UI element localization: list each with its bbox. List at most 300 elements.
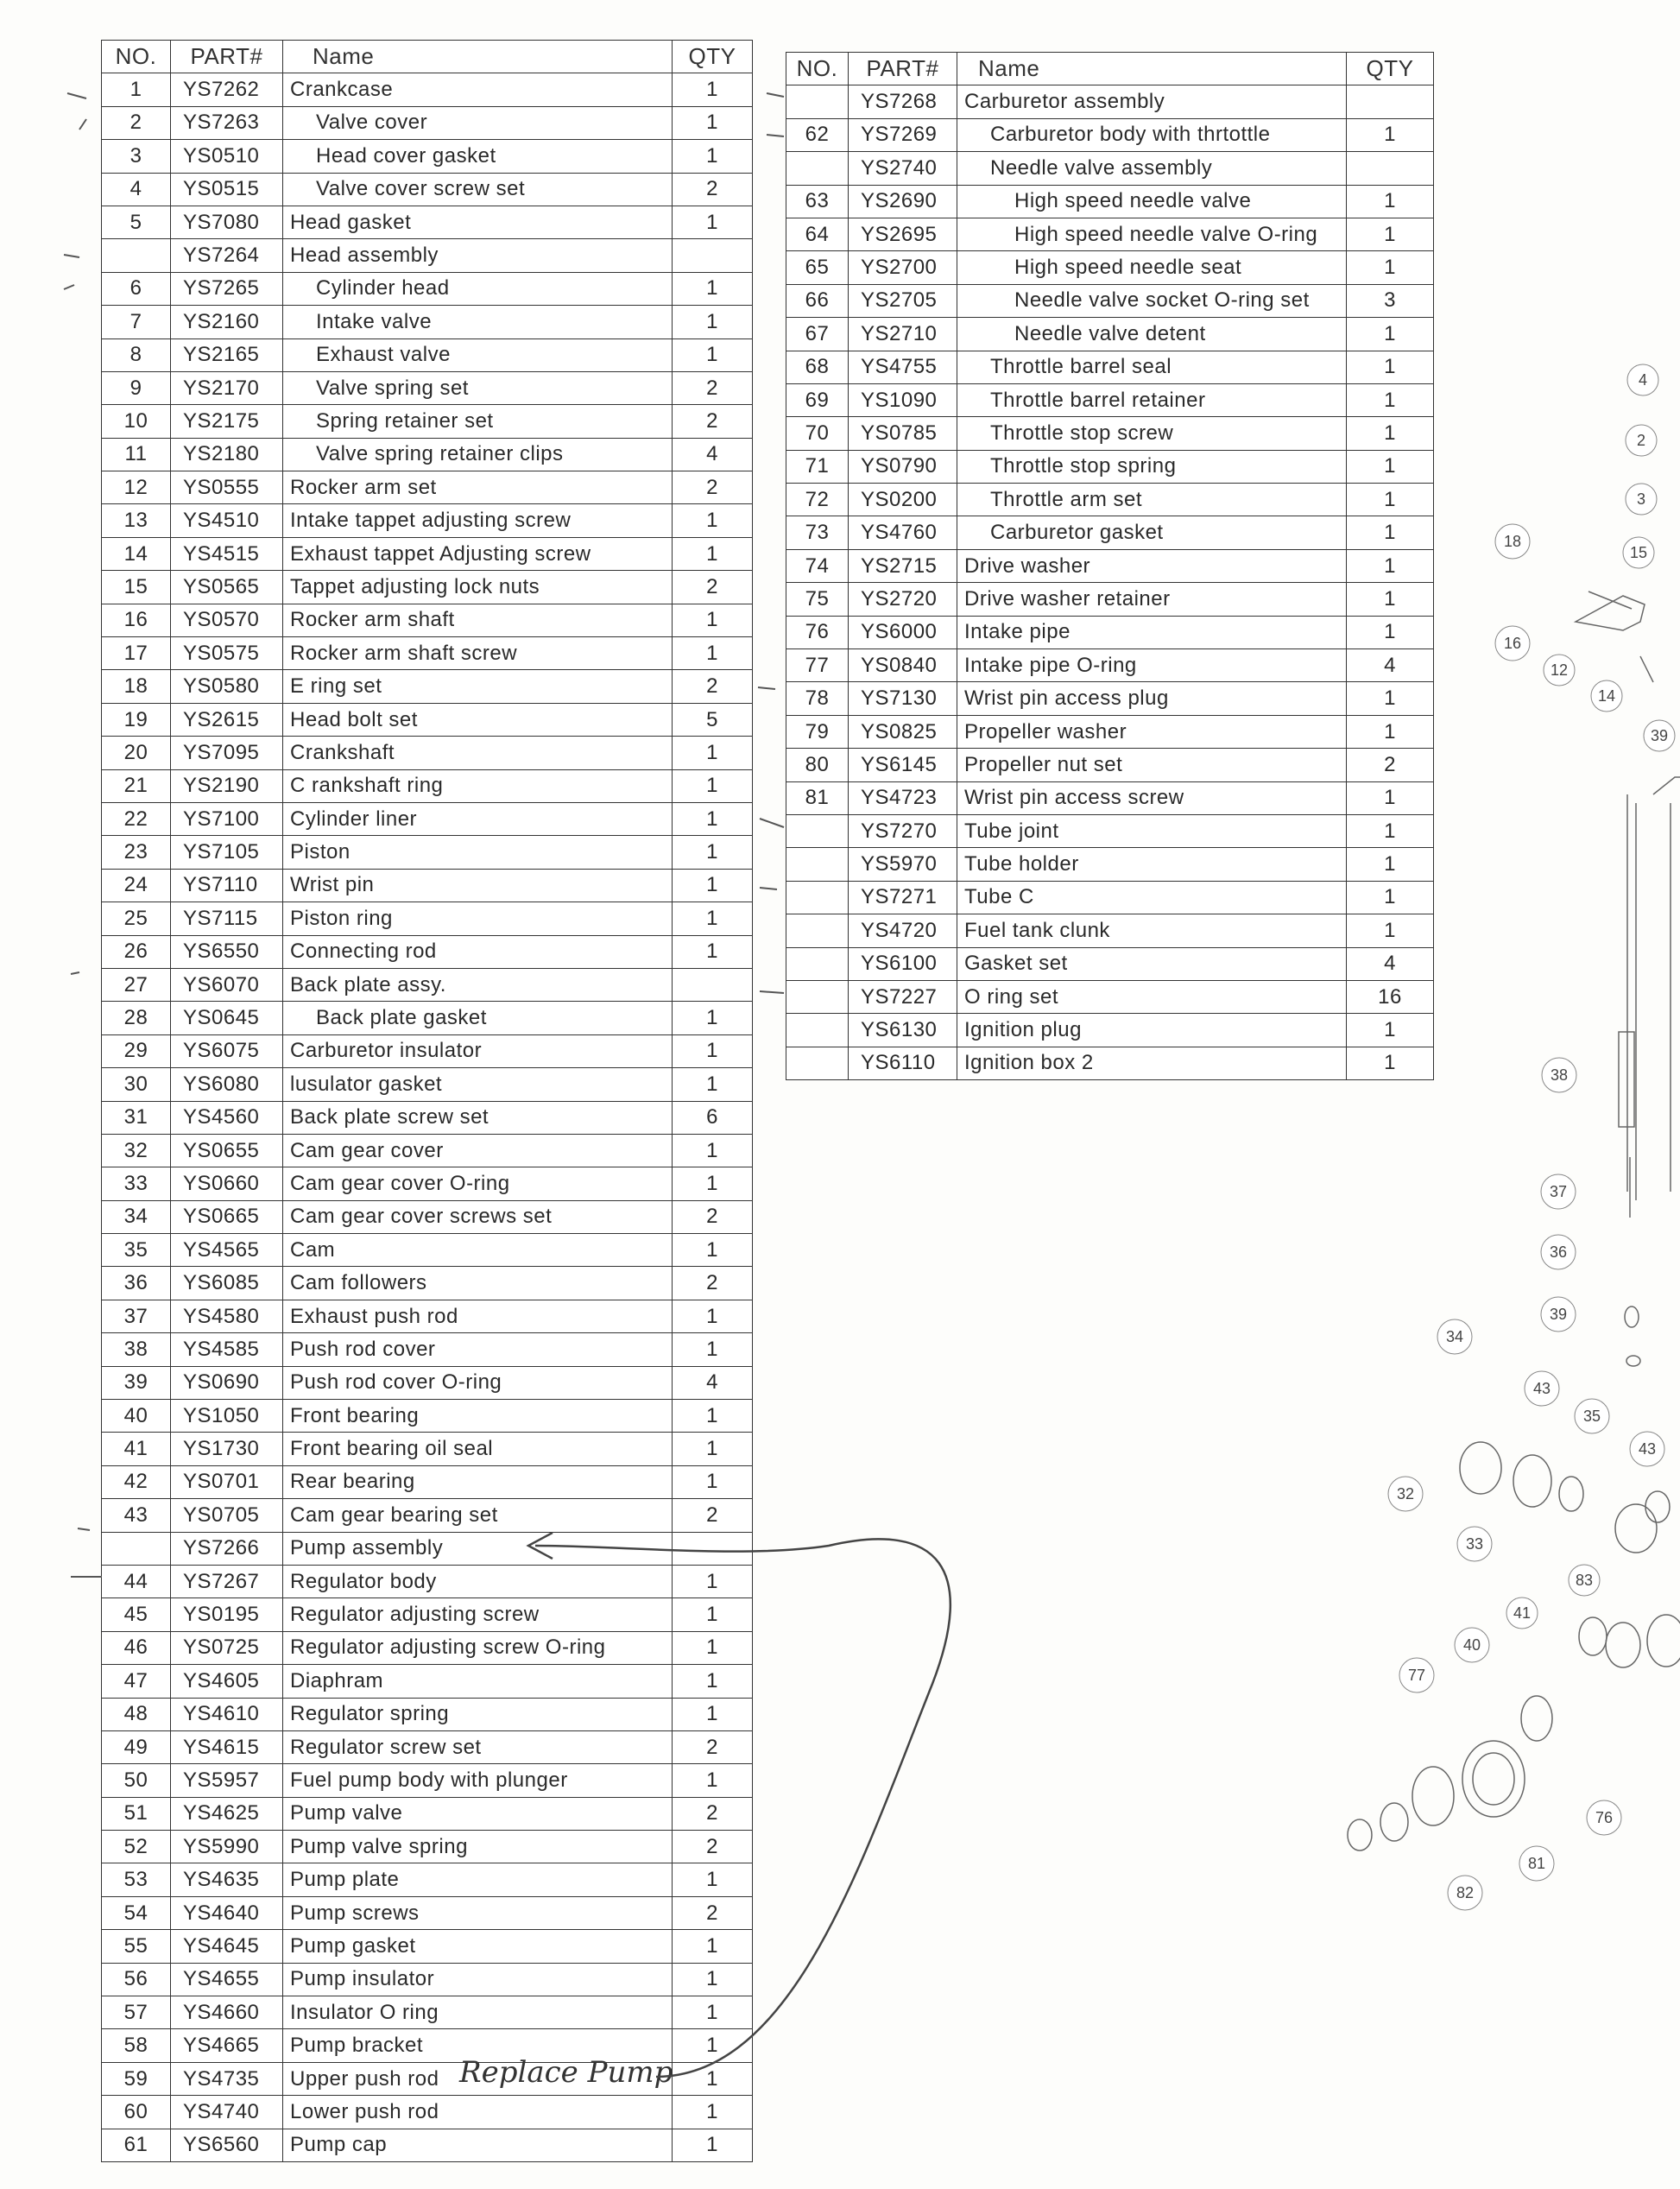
cell-part: YS7265 xyxy=(171,272,283,305)
cell-part: YS0725 xyxy=(171,1631,283,1664)
cell-qty: 1 xyxy=(673,1565,753,1597)
cell-no: 59 xyxy=(102,2062,171,2095)
cell-qty: 1 xyxy=(673,769,753,802)
cell-qty: 2 xyxy=(673,1267,753,1300)
cell-qty: 1 xyxy=(1347,351,1434,383)
cell-no: 13 xyxy=(102,504,171,537)
cell-qty: 1 xyxy=(673,306,753,338)
handwritten-note: Replace Pump xyxy=(459,2055,673,2090)
cell-no: 48 xyxy=(102,1698,171,1730)
cell-name: Valve spring retainer clips xyxy=(283,438,673,471)
cell-part: YS6070 xyxy=(171,968,283,1001)
cell-qty: 1 xyxy=(673,206,753,238)
cell-part: YS2615 xyxy=(171,703,283,736)
cell-no: 63 xyxy=(786,185,849,218)
cell-part: YS0690 xyxy=(171,1366,283,1399)
cell-name: Tube C xyxy=(957,881,1347,914)
cell-no: 11 xyxy=(102,438,171,471)
cell-part: YS4655 xyxy=(171,1963,283,1996)
cell-part: YS5990 xyxy=(171,1831,283,1863)
cell-part: YS1090 xyxy=(849,383,957,416)
cell-qty: 2 xyxy=(673,1499,753,1532)
cell-name: Pump bracket xyxy=(283,2029,673,2062)
callout-label: 16 xyxy=(1503,635,1522,652)
cell-part: YS6075 xyxy=(171,1034,283,1067)
cell-name: Carburetor insulator xyxy=(283,1034,673,1067)
cell-name: Rocker arm shaft xyxy=(283,604,673,636)
callout-label: 33 xyxy=(1465,1535,1484,1553)
cell-qty: 1 xyxy=(673,869,753,902)
cell-qty: 1 xyxy=(673,537,753,570)
cell-name: High speed needle seat xyxy=(957,251,1347,284)
cell-no: 56 xyxy=(102,1963,171,1996)
cell-qty: 1 xyxy=(673,1300,753,1332)
cell-no: 68 xyxy=(786,351,849,383)
cell-name: Regulator adjusting screw xyxy=(283,1598,673,1631)
cell-no: 32 xyxy=(102,1134,171,1167)
cell-part: YS0575 xyxy=(171,637,283,670)
cell-part: YS6560 xyxy=(171,2129,283,2161)
callout-label: 76 xyxy=(1595,1809,1614,1826)
cell-qty: 4 xyxy=(1347,649,1434,682)
cell-no: 71 xyxy=(786,450,849,483)
cell-qty: 1 xyxy=(673,1234,753,1267)
cell-part: YS4720 xyxy=(849,914,957,947)
cell-part: YS4625 xyxy=(171,1797,283,1830)
header-no: NO. xyxy=(102,41,171,73)
cell-part: YS4615 xyxy=(171,1730,283,1763)
callout-label: 81 xyxy=(1527,1855,1546,1872)
cell-part: YS5970 xyxy=(849,848,957,881)
header-part: PART# xyxy=(849,53,957,85)
cell-name: Exhaust valve xyxy=(283,338,673,371)
cell-qty: 1 xyxy=(673,338,753,371)
cell-no: 8 xyxy=(102,338,171,371)
cell-part: YS0200 xyxy=(849,484,957,516)
cell-qty: 1 xyxy=(673,140,753,173)
cell-name: Rocker arm set xyxy=(283,471,673,504)
cell-name: Fuel pump body with plunger xyxy=(283,1764,673,1797)
cell-part: YS7080 xyxy=(171,206,283,238)
cell-no: 5 xyxy=(102,206,171,238)
cell-no: 44 xyxy=(102,1565,171,1597)
cell-qty: 1 xyxy=(673,1631,753,1664)
cell-part: YS0580 xyxy=(171,670,283,703)
cell-no: 15 xyxy=(102,571,171,604)
cell-qty: 1 xyxy=(673,2062,753,2095)
cell-name: Throttle stop spring xyxy=(957,450,1347,483)
cell-qty: 4 xyxy=(1347,947,1434,980)
cell-no: 72 xyxy=(786,484,849,516)
callout-label: 39 xyxy=(1549,1306,1568,1323)
callout-label: 36 xyxy=(1549,1243,1568,1261)
cell-part: YS6100 xyxy=(849,947,957,980)
cell-part: YS6145 xyxy=(849,749,957,781)
cell-no: 61 xyxy=(102,2129,171,2161)
cell-part: YS2705 xyxy=(849,284,957,317)
cell-part: YS7267 xyxy=(171,1565,283,1597)
cell-part: YS0515 xyxy=(171,173,283,206)
cell-part: YS7105 xyxy=(171,836,283,869)
cell-no: 50 xyxy=(102,1764,171,1797)
cell-qty: 1 xyxy=(673,1930,753,1963)
cell-name: Valve cover screw set xyxy=(283,173,673,206)
cell-name: Fuel tank clunk xyxy=(957,914,1347,947)
cell-no: 64 xyxy=(786,218,849,250)
cell-no: 3 xyxy=(102,140,171,173)
cell-name: Drive washer xyxy=(957,549,1347,582)
cell-qty: 1 xyxy=(1347,914,1434,947)
cell-name: Valve cover xyxy=(283,106,673,139)
cell-part: YS0195 xyxy=(171,1598,283,1631)
cell-name: Insulator O ring xyxy=(283,1996,673,2029)
cell-name: Gasket set xyxy=(957,947,1347,980)
cell-part: YS4755 xyxy=(849,351,957,383)
cell-qty: 1 xyxy=(673,1698,753,1730)
cell-part: YS7110 xyxy=(171,869,283,902)
cell-no: 73 xyxy=(786,516,849,549)
cell-name: High speed needle valve xyxy=(957,185,1347,218)
cell-no: 53 xyxy=(102,1863,171,1896)
cell-no: 60 xyxy=(102,2096,171,2129)
cell-no: 33 xyxy=(102,1167,171,1200)
cell-name: Pump insulator xyxy=(283,1963,673,1996)
cell-no: 62 xyxy=(786,118,849,151)
cell-no: 27 xyxy=(102,968,171,1001)
cell-name: Tube joint xyxy=(957,814,1347,847)
header-name: Name xyxy=(957,53,1347,85)
cell-part: YS0790 xyxy=(849,450,957,483)
cell-qty: 1 xyxy=(673,1963,753,1996)
callout-label: 12 xyxy=(1550,661,1569,679)
cell-name: Pump gasket xyxy=(283,1930,673,1963)
cell-name: Throttle arm set xyxy=(957,484,1347,516)
cell-qty: 1 xyxy=(1347,881,1434,914)
cell-name: Ignition plug xyxy=(957,1014,1347,1047)
cell-no: 79 xyxy=(786,715,849,748)
callout-label: 83 xyxy=(1575,1572,1594,1589)
cell-no: 2 xyxy=(102,106,171,139)
cell-no: 69 xyxy=(786,383,849,416)
cell-part: YS2165 xyxy=(171,338,283,371)
cell-part: YS4605 xyxy=(171,1665,283,1698)
cell-no: 77 xyxy=(786,649,849,682)
cell-part: YS2175 xyxy=(171,405,283,438)
cell-part: YS2700 xyxy=(849,251,957,284)
cell-qty: 1 xyxy=(1347,185,1434,218)
cell-qty: 1 xyxy=(673,737,753,769)
cell-name: lusulator gasket xyxy=(283,1068,673,1101)
cell-name: Intake tappet adjusting screw xyxy=(283,504,673,537)
cell-part: YS0655 xyxy=(171,1134,283,1167)
cell-name: Piston ring xyxy=(283,902,673,935)
cell-name: Spring retainer set xyxy=(283,405,673,438)
cell-qty: 2 xyxy=(1347,749,1434,781)
cell-part: YS0510 xyxy=(171,140,283,173)
cell-part: YS7266 xyxy=(171,1532,283,1565)
cell-name: Pump assembly xyxy=(283,1532,673,1565)
cell-name: Throttle barrel retainer xyxy=(957,383,1347,416)
cell-no: 14 xyxy=(102,537,171,570)
cell-no: 74 xyxy=(786,549,849,582)
cell-part: YS7115 xyxy=(171,902,283,935)
cell-no: 16 xyxy=(102,604,171,636)
cell-part: YS4660 xyxy=(171,1996,283,2029)
cell-name: Diaphram xyxy=(283,1665,673,1698)
cell-no: 43 xyxy=(102,1499,171,1532)
cell-part: YS4560 xyxy=(171,1101,283,1134)
cell-qty: 1 xyxy=(673,106,753,139)
cell-part: YS7262 xyxy=(171,73,283,106)
cell-name: Head gasket xyxy=(283,206,673,238)
cell-qty: 1 xyxy=(673,73,753,106)
cell-name: Head bolt set xyxy=(283,703,673,736)
cell-no: 35 xyxy=(102,1234,171,1267)
cell-no: 42 xyxy=(102,1465,171,1498)
margin-marks xyxy=(64,93,784,1577)
callout-label: 32 xyxy=(1396,1485,1415,1503)
cell-name: Lower push rod xyxy=(283,2096,673,2129)
cell-part: YS0565 xyxy=(171,571,283,604)
cell-qty: 5 xyxy=(673,703,753,736)
cell-part: YS2190 xyxy=(171,769,283,802)
callout-label: 18 xyxy=(1503,533,1522,550)
cell-qty: 1 xyxy=(1347,450,1434,483)
cell-part: YS1050 xyxy=(171,1400,283,1433)
cell-no: 66 xyxy=(786,284,849,317)
cell-qty: 2 xyxy=(673,670,753,703)
cell-name: Rear bearing xyxy=(283,1465,673,1498)
cell-name: Pump screws xyxy=(283,1896,673,1929)
cell-qty: 1 xyxy=(673,802,753,835)
cell-qty: 1 xyxy=(673,1002,753,1034)
cell-name: Cam xyxy=(283,1234,673,1267)
cell-qty: 1 xyxy=(1347,616,1434,648)
cell-no: 58 xyxy=(102,2029,171,2062)
cell-part: YS2740 xyxy=(849,152,957,185)
cell-no: 51 xyxy=(102,1797,171,1830)
cell-name: Intake valve xyxy=(283,306,673,338)
cell-name: Front bearing oil seal xyxy=(283,1433,673,1465)
cell-part: YS4760 xyxy=(849,516,957,549)
cell-no: 80 xyxy=(786,749,849,781)
callout-label: 41 xyxy=(1513,1604,1532,1622)
callout-label: 39 xyxy=(1650,727,1669,744)
cell-part: YS0660 xyxy=(171,1167,283,1200)
cell-no: 30 xyxy=(102,1068,171,1101)
cell-no: 28 xyxy=(102,1002,171,1034)
cell-qty: 2 xyxy=(673,1730,753,1763)
cell-qty: 4 xyxy=(673,1366,753,1399)
cell-no: 34 xyxy=(102,1200,171,1233)
cell-part: YS7130 xyxy=(849,682,957,715)
cell-no: 45 xyxy=(102,1598,171,1631)
cell-part: YS7263 xyxy=(171,106,283,139)
cell-no: 31 xyxy=(102,1101,171,1134)
cell-part: YS7264 xyxy=(171,239,283,272)
cell-qty: 1 xyxy=(673,1433,753,1465)
callout-label: 77 xyxy=(1407,1667,1426,1684)
cell-no: 78 xyxy=(786,682,849,715)
cell-no: 1 xyxy=(102,73,171,106)
cell-name: Carburetor gasket xyxy=(957,516,1347,549)
cell-no: 25 xyxy=(102,902,171,935)
cell-qty: 1 xyxy=(673,604,753,636)
cell-part: YS2715 xyxy=(849,549,957,582)
cell-part: YS2710 xyxy=(849,318,957,351)
header-part: PART# xyxy=(171,41,283,73)
cell-part: YS4735 xyxy=(171,2062,283,2095)
cell-part: YS4565 xyxy=(171,1234,283,1267)
cell-part: YS2180 xyxy=(171,438,283,471)
cell-name: C rankshaft ring xyxy=(283,769,673,802)
cell-part: YS2720 xyxy=(849,583,957,616)
callout-label: 4 xyxy=(1638,371,1648,389)
cell-part: YS4723 xyxy=(849,781,957,814)
cell-qty: 1 xyxy=(1347,383,1434,416)
cell-name: Crankshaft xyxy=(283,737,673,769)
cell-no: 46 xyxy=(102,1631,171,1664)
cell-qty: 1 xyxy=(673,2129,753,2161)
cell-name: Rocker arm shaft screw xyxy=(283,637,673,670)
cell-no: 57 xyxy=(102,1996,171,2029)
cell-no: 18 xyxy=(102,670,171,703)
cell-part: YS4585 xyxy=(171,1333,283,1366)
callout-label: 14 xyxy=(1597,687,1616,705)
cell-part: YS1730 xyxy=(171,1433,283,1465)
cell-name: Ignition box 2 xyxy=(957,1047,1347,1079)
cell-name: Tappet adjusting lock nuts xyxy=(283,571,673,604)
cell-part: YS0570 xyxy=(171,604,283,636)
cell-name: Carburetor assembly xyxy=(957,85,1347,118)
cell-name: Cylinder liner xyxy=(283,802,673,835)
cell-name: O ring set xyxy=(957,980,1347,1013)
cell-part: YS7271 xyxy=(849,881,957,914)
cell-part: YS7095 xyxy=(171,737,283,769)
header-qty: QTY xyxy=(673,41,753,73)
cell-name: Drive washer retainer xyxy=(957,583,1347,616)
cell-part: YS0840 xyxy=(849,649,957,682)
cell-name: Pump valve spring xyxy=(283,1831,673,1863)
cell-qty: 1 xyxy=(1347,1014,1434,1047)
cell-part: YS4640 xyxy=(171,1896,283,1929)
cell-name: Regulator spring xyxy=(283,1698,673,1730)
cell-name: Front bearing xyxy=(283,1400,673,1433)
cell-part: YS2170 xyxy=(171,371,283,404)
cell-name: Back plate screw set xyxy=(283,1101,673,1134)
cell-no: 76 xyxy=(786,616,849,648)
cell-name: Carburetor body with thrtottle xyxy=(957,118,1347,151)
cell-qty: 1 xyxy=(1347,218,1434,250)
cell-part: YS6000 xyxy=(849,616,957,648)
cell-name: Needle valve assembly xyxy=(957,152,1347,185)
cell-part: YS4645 xyxy=(171,1930,283,1963)
cell-no: 29 xyxy=(102,1034,171,1067)
cell-name: E ring set xyxy=(283,670,673,703)
callout-label: 38 xyxy=(1550,1066,1569,1084)
cell-no: 40 xyxy=(102,1400,171,1433)
cell-qty: 1 xyxy=(1347,318,1434,351)
cell-name: Cam followers xyxy=(283,1267,673,1300)
cell-no: 21 xyxy=(102,769,171,802)
cell-qty: 1 xyxy=(1347,549,1434,582)
cell-name: Valve spring set xyxy=(283,371,673,404)
cell-name: Piston xyxy=(283,836,673,869)
cell-no: 47 xyxy=(102,1665,171,1698)
cell-qty: 1 xyxy=(673,1134,753,1167)
cell-no: 4 xyxy=(102,173,171,206)
callout-label: 34 xyxy=(1445,1328,1464,1345)
cell-qty: 1 xyxy=(673,1863,753,1896)
callout-label: 43 xyxy=(1638,1440,1657,1458)
cell-qty: 1 xyxy=(1347,417,1434,450)
cell-qty: 4 xyxy=(673,438,753,471)
cell-name: Regulator screw set xyxy=(283,1730,673,1763)
cell-part: YS2690 xyxy=(849,185,957,218)
callout-label: 43 xyxy=(1532,1380,1551,1397)
cell-part: YS4580 xyxy=(171,1300,283,1332)
cell-name: Connecting rod xyxy=(283,935,673,968)
cell-qty: 2 xyxy=(673,173,753,206)
cell-qty: 1 xyxy=(673,1068,753,1101)
cell-part: YS7100 xyxy=(171,802,283,835)
cell-no: 38 xyxy=(102,1333,171,1366)
cell-name: Wrist pin xyxy=(283,869,673,902)
cell-no: 26 xyxy=(102,935,171,968)
cell-no: 49 xyxy=(102,1730,171,1763)
cell-part: YS7227 xyxy=(849,980,957,1013)
cell-qty: 1 xyxy=(673,935,753,968)
cell-part: YS4665 xyxy=(171,2029,283,2062)
cell-name: Tube holder xyxy=(957,848,1347,881)
cell-qty: 1 xyxy=(1347,484,1434,516)
cell-name: Propeller nut set xyxy=(957,749,1347,781)
cell-name: Intake pipe xyxy=(957,616,1347,648)
cell-name: Cam gear cover xyxy=(283,1134,673,1167)
cell-part: YS4510 xyxy=(171,504,283,537)
cell-no: 12 xyxy=(102,471,171,504)
cell-qty: 1 xyxy=(1347,516,1434,549)
cell-qty: 1 xyxy=(673,836,753,869)
cell-part: YS5957 xyxy=(171,1764,283,1797)
cell-no: 6 xyxy=(102,272,171,305)
cell-part: YS2695 xyxy=(849,218,957,250)
cell-name: Cam gear cover O-ring xyxy=(283,1167,673,1200)
cell-part: YS0665 xyxy=(171,1200,283,1233)
cell-no: 22 xyxy=(102,802,171,835)
cell-qty: 1 xyxy=(673,1400,753,1433)
cell-part: YS2160 xyxy=(171,306,283,338)
cell-qty: 2 xyxy=(673,405,753,438)
cell-qty: 1 xyxy=(673,1167,753,1200)
cell-no: 67 xyxy=(786,318,849,351)
callout-label: 2 xyxy=(1636,432,1646,449)
callout-label: 15 xyxy=(1629,544,1648,561)
cell-qty: 1 xyxy=(673,1465,753,1498)
cell-qty: 1 xyxy=(673,2096,753,2129)
cell-no: 17 xyxy=(102,637,171,670)
cell-part: YS6085 xyxy=(171,1267,283,1300)
cell-name: Pump plate xyxy=(283,1863,673,1896)
cell-no: 65 xyxy=(786,251,849,284)
cell-name: High speed needle valve O-ring xyxy=(957,218,1347,250)
cell-qty: 1 xyxy=(1347,682,1434,715)
cell-name: Cam gear bearing set xyxy=(283,1499,673,1532)
exploded-diagram xyxy=(1348,364,1680,1910)
cell-name: Head assembly xyxy=(283,239,673,272)
cell-no: 20 xyxy=(102,737,171,769)
cell-qty: 1 xyxy=(673,1333,753,1366)
